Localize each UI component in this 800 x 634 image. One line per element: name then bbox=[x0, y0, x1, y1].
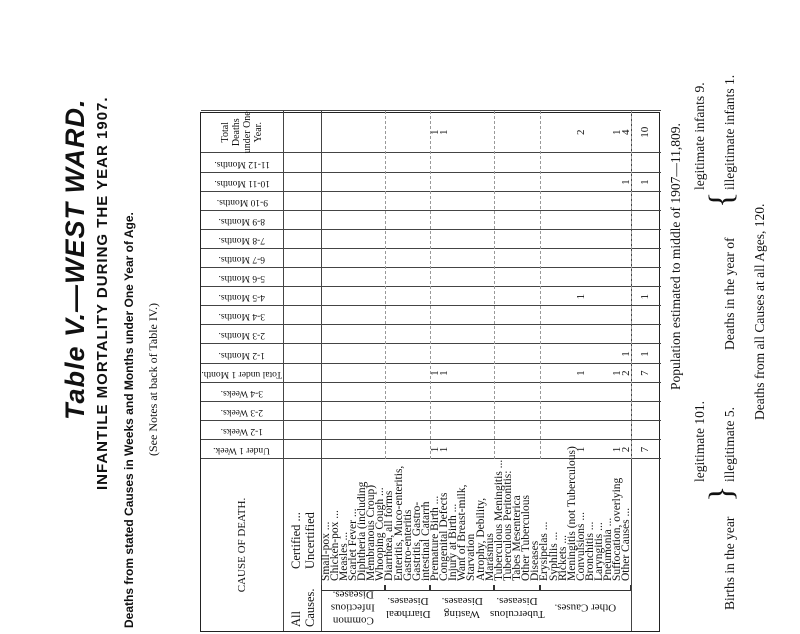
cause-label: Bronchitis ... bbox=[583, 521, 596, 581]
table-cell-value: 1 bbox=[438, 370, 451, 376]
cause-label: Measles ... bbox=[337, 531, 350, 581]
cause-label: Suffocation, overlying bbox=[611, 477, 624, 581]
column-header: 11-12 Months. bbox=[214, 158, 270, 169]
cause-label: Diphtheria (including bbox=[356, 481, 369, 581]
column-header: 8-9 Months. bbox=[218, 215, 266, 226]
group-label: Common Infectious Diseases. bbox=[330, 588, 375, 627]
column-header: 4-5 Months. bbox=[218, 292, 266, 303]
certified-label: Certified ... bbox=[289, 512, 303, 569]
legitimate-infants: legitimate infants 9. bbox=[692, 82, 707, 190]
column-header: Under 1 Week. bbox=[213, 444, 271, 455]
cause-label: Premature Birth ... bbox=[428, 495, 441, 581]
table-cell-value: 1 bbox=[428, 446, 441, 453]
total-value: 10 bbox=[639, 126, 651, 138]
column-header: 3-4 Months. bbox=[218, 311, 266, 322]
uncertified-label: Uncertified bbox=[303, 512, 317, 569]
group-divider bbox=[540, 111, 541, 459]
population-text: Population estimated to middle of 1907—11,809. bbox=[668, 123, 683, 390]
cause-label: Gastritis, Gastro- bbox=[410, 501, 423, 581]
column-header: 6-7 Months. bbox=[218, 253, 266, 264]
cause-header: CAUSE OF DEATH. bbox=[235, 497, 248, 593]
column-header: Total under 1 Month. bbox=[201, 368, 283, 379]
cause-label: Convulsions ... bbox=[574, 511, 587, 581]
table-cell-value: 1 bbox=[620, 351, 633, 357]
total-value: 1 bbox=[639, 351, 651, 357]
group-divider bbox=[430, 111, 431, 459]
cause-label: Other Causes ... bbox=[620, 507, 633, 581]
cause-label: Small-pox ... bbox=[319, 521, 332, 581]
legitimate-births: legitimate 101. bbox=[692, 401, 707, 482]
total-value: 7 bbox=[639, 446, 651, 453]
cause-label: Rickets ... bbox=[556, 535, 569, 581]
table-cell-value: 1 bbox=[620, 179, 633, 185]
cause-label: Whooping Cough ... bbox=[374, 487, 387, 581]
cause-label: Want of Breast-milk, bbox=[456, 484, 469, 581]
column-header: 1-2 Months. bbox=[218, 349, 266, 360]
column-header: 9-10 Months. bbox=[216, 196, 268, 207]
group-brace bbox=[540, 585, 631, 591]
illegitimate-births: illegitimate 5. bbox=[722, 407, 737, 482]
births-brace: } bbox=[703, 485, 740, 502]
cause-label: Tuberculous Meningitis ... bbox=[492, 459, 505, 581]
total-value: 1 bbox=[639, 179, 651, 185]
cause-label: Diseases bbox=[529, 540, 542, 581]
row-divider bbox=[283, 111, 284, 631]
cause-label: Tuberculous Peritonitis: bbox=[501, 470, 514, 581]
column-header: 5-6 Months. bbox=[218, 273, 266, 284]
cause-label: Other Tuberculous bbox=[520, 495, 533, 581]
table-cell-value: 2 bbox=[574, 129, 587, 135]
all-ages-deaths: Deaths from all Causes at all Ages, 120. bbox=[752, 203, 767, 420]
cause-label: Starvation bbox=[465, 533, 478, 581]
table-cell-value: 1 bbox=[438, 129, 451, 135]
total-value: 1 bbox=[639, 293, 651, 300]
illegitimate-infants: illegitimate infants 1. bbox=[722, 74, 737, 190]
group-divider bbox=[385, 111, 386, 459]
column-header: 2-3 Weeks. bbox=[220, 406, 264, 417]
table-note: (See Notes at back of Table IV.) bbox=[146, 303, 160, 456]
table-cell-value: 1 bbox=[611, 129, 624, 135]
cause-label: Injury at Birth ... bbox=[447, 503, 460, 581]
group-label: Tuberculous Diseases. bbox=[489, 595, 545, 620]
cause-label: Pneumonia ... bbox=[602, 517, 615, 581]
all-causes-label: All bbox=[289, 611, 303, 627]
cause-label: Scarlet Fever ... bbox=[346, 508, 359, 581]
column-header: 3-4 Weeks. bbox=[220, 387, 264, 398]
column-header: 10-11 Months. bbox=[214, 177, 270, 188]
group-label: Wasting Diseases. bbox=[441, 595, 483, 620]
group-brace bbox=[494, 585, 540, 591]
column-header: 1-2 Weeks. bbox=[220, 425, 264, 436]
group-label: Diarrhœal Diseases. bbox=[385, 595, 430, 620]
group-label: Other Causes. bbox=[554, 601, 617, 614]
table-cell-value: 1 bbox=[611, 370, 624, 376]
cause-label: Erysipelas ... bbox=[538, 521, 551, 581]
cause-label: Chicken-pox ... bbox=[328, 510, 341, 581]
table-footer bbox=[668, 60, 788, 620]
table-cell-value: 1 bbox=[428, 370, 441, 376]
deaths-label: Deaths in the year of bbox=[722, 237, 737, 350]
column-header: 2-3 Months. bbox=[218, 330, 266, 341]
table-cell-value: 1 bbox=[574, 370, 587, 376]
table-cell-value: 4 bbox=[620, 129, 633, 135]
cause-label: Enteritis, Muco-enteritis, bbox=[392, 465, 405, 581]
cause-label: Gastro-enteritis bbox=[401, 509, 414, 581]
column-header: 7-8 Months. bbox=[218, 234, 266, 245]
group-brace bbox=[430, 585, 494, 591]
table-title: Table V.—WEST WARD. bbox=[60, 98, 90, 420]
deaths-brace: { bbox=[703, 191, 740, 208]
all-causes-label-2: Causes. bbox=[303, 588, 317, 627]
births-label: Births in the year bbox=[722, 516, 737, 610]
mortality-table bbox=[200, 112, 660, 632]
cause-label: Meningitis (not Tuberculous) bbox=[565, 446, 578, 581]
table-subtitle-2: Deaths from stated Causes in Weeks and Months under One Year of Age. bbox=[122, 212, 136, 628]
group-brace bbox=[385, 585, 431, 591]
cause-label: Tabes Mesenterica bbox=[511, 495, 524, 581]
cause-label: Atrophy, Debility, bbox=[474, 497, 487, 581]
table-cell-value: 2 bbox=[620, 370, 633, 376]
cause-label: Syphilis ... bbox=[547, 531, 560, 581]
cause-label: Congenital Defects bbox=[438, 492, 451, 581]
group-brace bbox=[321, 585, 385, 591]
column-header: Total Deaths under One Year. bbox=[220, 111, 264, 154]
table-subtitle: INFANTILE MORTALITY DURING THE YEAR 1907. bbox=[94, 96, 111, 490]
total-value: 7 bbox=[639, 370, 651, 376]
table-cell-value: 1 bbox=[611, 446, 624, 453]
table-cell-value: 1 bbox=[574, 446, 587, 453]
cause-label: Membranous Croup) bbox=[365, 484, 378, 581]
cause-label: Laryngitis ... bbox=[593, 522, 606, 581]
cause-label: Diarrhœa, all forms bbox=[383, 490, 396, 581]
cause-label: intestinal Catarrh bbox=[419, 501, 432, 581]
group-divider bbox=[494, 111, 495, 459]
table-cell-value: 1 bbox=[428, 129, 441, 135]
cause-label: Marasmus bbox=[483, 533, 496, 581]
table-cell-value: 2 bbox=[620, 446, 633, 453]
table-cell-value: 1 bbox=[574, 293, 587, 300]
group-divider bbox=[631, 111, 632, 459]
table-cell-value: 1 bbox=[438, 446, 451, 453]
